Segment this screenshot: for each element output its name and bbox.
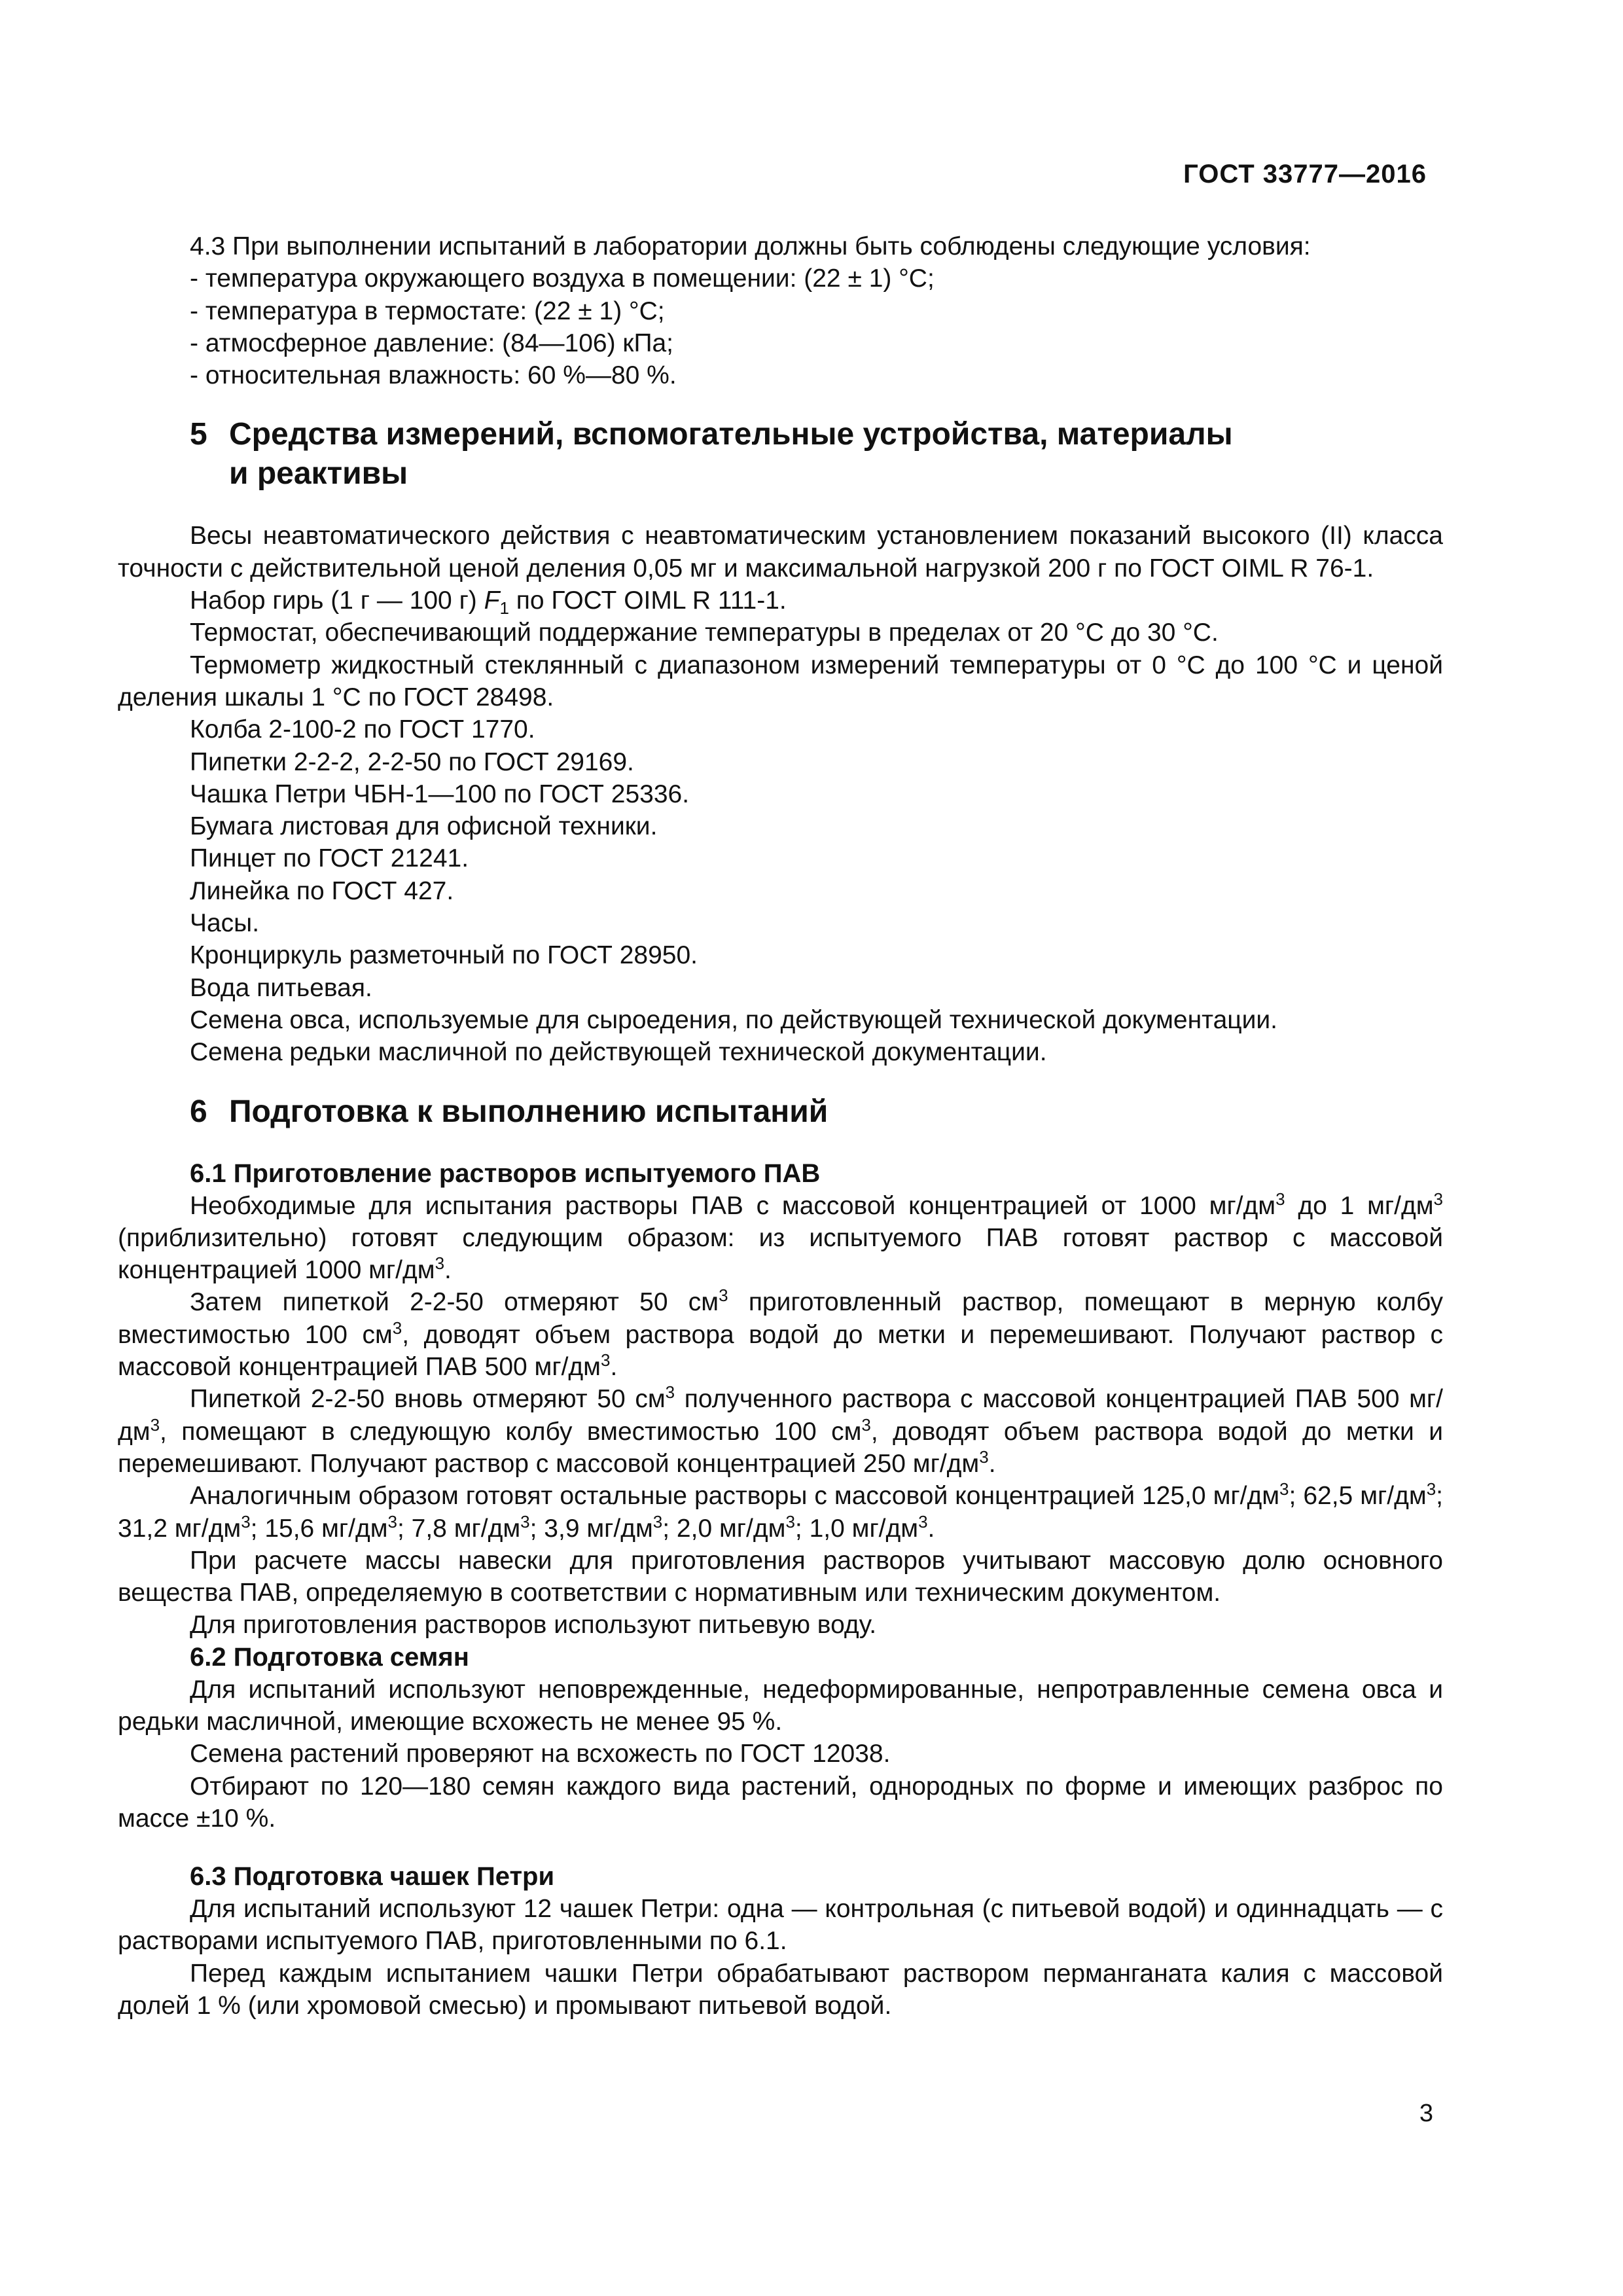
equipment-item: Кронциркуль разметочный по ГОСТ 28950.	[190, 941, 698, 970]
document-body	[118, 230, 1443, 2022]
paragraph-6-2-2: Семена растений проверяют на всхожесть по ГОСТ 12038.	[190, 1740, 891, 1768]
paragraph-6-1-6: Для приготовления растворов используют питьевую воду.	[190, 1611, 877, 1640]
condition-item: - температура окружающего воздуха в помещении: (22 ± 1) °С;	[190, 264, 935, 293]
section-5-heading-cont	[118, 454, 1443, 493]
equipment-item: Пипетки 2-2-2, 2-2-50 по ГОСТ 29169.	[190, 747, 634, 776]
section-6-heading	[118, 1092, 1443, 1132]
paragraph-4-3: 4.3 При выполнении испытаний в лаборатории должны быть соблюдены следующие условия:	[190, 232, 1311, 260]
paragraph-6-1-5: При расчете массы навески для приготовления растворов учитывают массовую долю основного вещества ПАВ, определяемую в соответствии с нормативным или техническим документом.	[118, 1546, 1443, 1607]
paragraph-6-2-3: Отбирают по 120—180 семян каждого вида растений, однородных по форме и имеющих разброс по массе ±10 %.	[118, 1772, 1443, 1833]
paragraph-6-2-1: Для испытаний используют неповрежденные, недеформированные, непротравленные семена овса и редьки масличной, имеющие всхожесть не менее 95 %.	[118, 1675, 1443, 1736]
paragraph-6-1-1: Необходимые для испытания растворы ПАВ с массовой концентрацией от 1000 $мг/дм^3$ до 1 $мг/дм^3$ (приблизительно) готовят следующим образом: из испытуемого ПАВ готовят раствор с массовой концентрацией 1000 $мг/дм^3$.	[118, 1189, 1443, 1285]
section-5-number: 5	[190, 417, 207, 452]
standard-code: ГОСТ 33777—2016	[1183, 160, 1427, 188]
equipment-item: Термометр жидкостный стеклянный с диапазоном измерений температуры от 0 °С до 100 °С и ценой деления шкалы 1 °С по ГОСТ 28498.	[118, 651, 1443, 711]
section-5-heading	[118, 415, 1443, 454]
equipment-item: Семена овса, используемые для сыроедения, по действующей технической документации.	[190, 1005, 1278, 1034]
equipment-item: Бумага листовая для офисной техники.	[190, 812, 658, 841]
paragraph-6-3-1: Для испытаний используют 12 чашек Петри: одна — контрольная (с питьевой водой) и одиннадцать — с растворами испытуемого ПАВ, приготовленными по 6.1.	[118, 1895, 1443, 1956]
equipment-item: Весы неавтоматического действия с неавтоматическим установлением показаний высокого (II) класса точности с действительной ценой деления 0,05 мг и максимальной нагрузкой 200 г по ГОСТ OIML R 76-1.	[118, 522, 1443, 583]
condition-item: - температура в термостате: (22 ± 1) °С;	[190, 296, 665, 325]
section-6-number: 6	[190, 1094, 207, 1129]
paragraph-6-1-4: Аналогичным образом готовят остальные растворы с массовой концентрацией 125,0 $мг/дм^3$; 62,5 $мг/дм^3$; 31,2 $мг/дм^3$; 15,6 $мг/дм^3$; 7,8 $мг/дм^3$; 3,9 $мг/дм^3$; 2,0 $мг/дм^3$; 1,0 $мг/дм^3$.	[118, 1479, 1443, 1543]
page-number: 3	[1419, 2100, 1433, 2127]
section-5-title-line2: и реактивы	[229, 456, 408, 492]
equipment-item: Семена редьки масличной по действующей технической документации.	[190, 1038, 1047, 1067]
condition-item: - относительная влажность: 60 %—80 %.	[190, 361, 677, 390]
paragraph-6-1-3: Пипеткой 2-2-50 вновь отмеряют 50 $см^3$ полученного раствора с массовой концентрацией ПАВ 500 $мг/дм^3$, помещают в следующую колбу вместимостью 100 $см^3$, доводят объем раствора водой до метки и перемешивают. Получают раствор с массовой концентрацией 250 $мг/дм^3$.	[118, 1382, 1443, 1478]
section-6-title: Подготовка к выполнению испытаний	[229, 1094, 829, 1129]
equipment-item: Линейка по ГОСТ 427.	[190, 876, 454, 905]
subsection-6-3-title: 6.3 Подготовка чашек Петри	[190, 1862, 555, 1892]
paragraph-6-3-2: Перед каждым испытанием чашки Петри обрабатывают раствором перманганата калия с массовой долей 1 % (или хромовой смесью) и промывают питьевой водой.	[118, 1959, 1443, 2020]
equipment-item: Чашка Петри ЧБН-1—100 по ГОСТ 25336.	[190, 780, 690, 808]
equipment-item: Термостат, обеспечивающий поддержание температуры в пределах от 20 °С до 30 °С.	[190, 619, 1219, 647]
equipment-item: Колба 2-100-2 по ГОСТ 1770.	[190, 715, 535, 744]
subsection-6-1-title: 6.1 Приготовление растворов испытуемого ПАВ	[190, 1158, 821, 1188]
equipment-item-weights: Набор гирь (1 г — 100 г) $F_1$ по ГОСТ OIML R 111-1.	[190, 586, 787, 619]
equipment-item: Вода питьевая.	[190, 973, 372, 1002]
paragraph-6-1-2: Затем пипеткой 2-2-50 отмеряют 50 $см^3$ приготовленный раствор, помещают в мерную колбу вместимостью 100 $см^3$, доводят объем раствора водой до метки и перемешивают. Получают раствор с массовой концентрацией ПАВ 500 $мг/дм^3$.	[118, 1285, 1444, 1382]
equipment-item: Часы.	[190, 909, 260, 938]
equipment-item: Пинцет по ГОСТ 21241.	[190, 844, 469, 873]
subsection-6-2-title: 6.2 Подготовка семян	[190, 1642, 469, 1672]
section-5-title-line1: Средства измерений, вспомогательные устройства, материалы	[229, 417, 1233, 452]
condition-item: - атмосферное давление: (84—106) кПа;	[190, 329, 674, 357]
